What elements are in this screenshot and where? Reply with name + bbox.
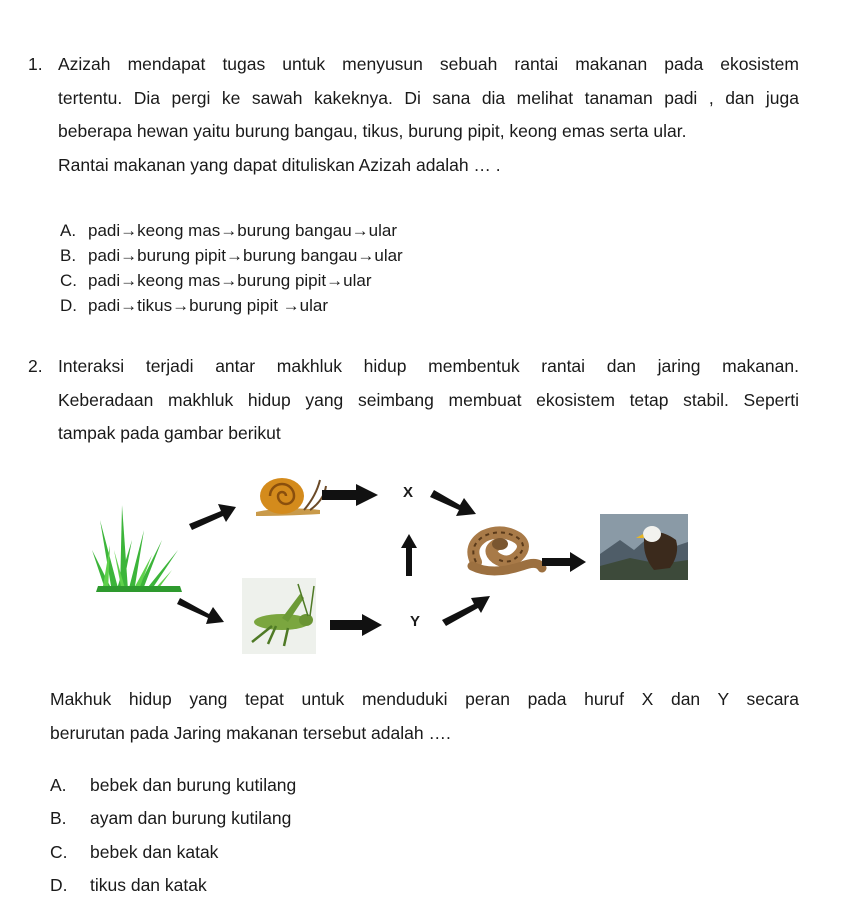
question-1-line: beberapa hewan yaitu burung bangau, tikus, burung pipit, keong emas serta ular.	[58, 121, 687, 141]
option-letter: A.	[60, 221, 77, 240]
option-letter: D.	[60, 296, 77, 315]
option-text: padi→burung pipit→burung bangau→ular	[88, 246, 403, 265]
option-letter: C.	[60, 271, 77, 290]
question-2-line: Interaksi terjadi antar makhluk hidup membentuk rantai dan jaring makanan.	[58, 356, 799, 376]
arrow-grass-to-grasshopper	[177, 598, 224, 624]
question-2-number: 2.	[28, 356, 43, 376]
question-2-prompt-line: Makhuk hidup yang tepat untuk menduduki peran pada huruf X dan Y secara	[50, 689, 799, 709]
question-1-number: 1.	[28, 54, 43, 74]
arrow-y-to-x	[401, 534, 417, 576]
option-text: bebek dan katak	[90, 842, 219, 862]
arrow-grasshopper-to-y	[330, 614, 382, 636]
option-text: tikus dan katak	[90, 875, 207, 895]
arrow-snail-to-x	[322, 484, 378, 506]
option-text: ayam dan burung kutilang	[90, 808, 292, 828]
option-letter: B.	[60, 246, 77, 265]
arrow-snake-to-eagle	[542, 552, 586, 572]
arrow-y-to-snake	[442, 596, 490, 626]
question-2-option-d[interactable]	[50, 875, 207, 896]
option-text: bebek dan burung kutilang	[90, 775, 297, 795]
option-letter: C.	[50, 842, 68, 862]
arrow-grass-to-snail	[189, 504, 236, 530]
option-text: padi→keong mas→burung pipit→ular	[88, 271, 372, 290]
option-letter: A.	[50, 775, 67, 795]
option-text: padi→keong mas→burung bangau→ular	[88, 221, 398, 240]
option-text: padi→tikus→burung pipit →ular	[88, 296, 329, 315]
label-x: X	[403, 484, 414, 501]
question-2-option-b[interactable]	[50, 808, 291, 829]
question-1-line: tertentu. Dia pergi ke sawah kakeknya. Di sana dia melihat tanaman padi , dan juga	[58, 87, 799, 108]
question-2-line: Keberadaan makhluk hidup yang seimbang membuat ekosistem tetap stabil. Seperti	[58, 389, 799, 410]
question-2-option-c[interactable]	[50, 842, 218, 863]
question-1-line: Rantai makanan yang dapat dituliskan Azizah adalah … .	[58, 154, 501, 175]
question-2-line: tampak pada gambar berikut	[58, 423, 281, 443]
question-2-prompt-line: berurutan pada Jaring makanan tersebut adalah ….	[50, 723, 451, 743]
arrow-x-to-snake	[430, 490, 476, 516]
label-y: Y	[410, 613, 421, 630]
question-2-option-a[interactable]	[50, 775, 296, 796]
option-letter: B.	[50, 808, 67, 828]
question-1-line: Azizah mendapat tugas untuk menyusun sebuah rantai makanan pada ekosistem	[58, 54, 799, 74]
option-letter: D.	[50, 875, 68, 895]
